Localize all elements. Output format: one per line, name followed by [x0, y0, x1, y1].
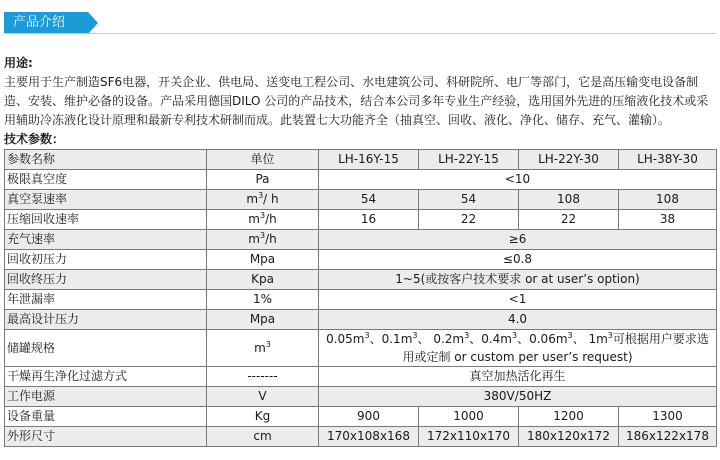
param-value: 172x110x170 — [419, 427, 519, 447]
section-title: 产品介绍 — [13, 15, 66, 30]
param-value: <10 — [319, 170, 717, 190]
param-unit: $m^3/$ h — [207, 190, 319, 210]
param-value: 1300 — [619, 407, 717, 427]
param-value: ≥6 — [319, 230, 717, 250]
param-value: 180x120x172 — [519, 427, 619, 447]
param-unit: Kg — [207, 407, 319, 427]
table-row — [5, 407, 717, 427]
param-unit: Mpa — [207, 310, 319, 330]
param-name: 回收终压力 — [5, 270, 207, 290]
table-row — [5, 290, 717, 310]
spec-table — [4, 149, 717, 447]
table-row — [5, 190, 717, 210]
param-name: 真空泵速率 — [5, 190, 207, 210]
param-value: ≤0.8 — [319, 250, 717, 270]
table-row — [5, 387, 717, 407]
param-value: <1 — [319, 290, 717, 310]
param-name: 工作电源 — [5, 387, 207, 407]
param-name: 最高设计压力 — [5, 310, 207, 330]
header-divider — [4, 33, 716, 34]
param-unit: cm — [207, 427, 319, 447]
param-value: 1~5(或按客户技术要求 or at user’s option) — [319, 270, 717, 290]
param-value: 108 — [519, 190, 619, 210]
param-name: 设备重量 — [5, 407, 207, 427]
param-value: 1000 — [419, 407, 519, 427]
tab-arrow-icon — [88, 12, 98, 34]
param-unit: Kpa — [207, 270, 319, 290]
param-value: 16 — [319, 210, 419, 230]
param-value: 真空加热活化再生 — [319, 367, 717, 387]
column-header: LH-38Y-30 — [619, 150, 717, 170]
table-row — [5, 270, 717, 290]
table-row — [5, 427, 717, 447]
table-row — [5, 330, 717, 367]
param-value: 22 — [419, 210, 519, 230]
param-unit: $m^3/h$ — [207, 230, 319, 250]
param-value: 54 — [319, 190, 419, 210]
usage-label: 用途: — [4, 56, 33, 70]
param-unit: $m^3$ — [207, 330, 319, 367]
column-header: 单位 — [207, 150, 319, 170]
table-row — [5, 367, 717, 387]
param-name: 充气速率 — [5, 230, 207, 250]
param-unit: $m^3/h$ — [207, 210, 319, 230]
param-value: 4.0 — [319, 310, 717, 330]
table-row — [5, 230, 717, 250]
table-row — [5, 210, 717, 230]
param-value: 54 — [419, 190, 519, 210]
param-unit: Pa — [207, 170, 319, 190]
param-unit: Mpa — [207, 250, 319, 270]
param-name: 干燥再生净化过滤方式 — [5, 367, 207, 387]
params-label: 技术参数： — [4, 132, 65, 146]
param-name: 极限真空度 — [5, 170, 207, 190]
param-value: 38 — [619, 210, 717, 230]
table-row — [5, 310, 717, 330]
param-value: 186x122x178 — [619, 427, 717, 447]
table-row — [5, 170, 717, 190]
table-row — [5, 250, 717, 270]
column-header: LH-16Y-15 — [319, 150, 419, 170]
param-value: 170x108x168 — [319, 427, 419, 447]
column-header: LH-22Y-15 — [419, 150, 519, 170]
storage-spec: $0.05m^3$、$0.1m^3$、 $0.2m^3$、$0.4m^3$、$0.06m^3$、 $1m^3$可根据用户要求选用或定制 or custom per user’s request) — [319, 330, 717, 367]
section-header — [0, 0, 720, 34]
param-name: 年泄漏率 — [5, 290, 207, 310]
param-unit: ------- — [207, 367, 319, 387]
param-unit: 1% — [207, 290, 319, 310]
table-header-row — [5, 150, 717, 170]
param-name: 储罐规格 — [5, 330, 207, 367]
param-value: 1200 — [519, 407, 619, 427]
usage-text: 主要用于生产制造SF6电器，开关企业、供电局、送变电工程公司、水电建筑公司、科研院所、电厂等部门，它是高压输变电设备制造、安装、维护必备的设备。产品采用德国DILO 公司的产品技术，结合本公司多年专业生产经验，选用国外先进的压缩液化技术或采用辅助冷冻液化设计原理和最新专利技术研制而成。此装置七大功能齐全（抽真空、回收、液化、净化、储存、充气、灌输）。 — [4, 75, 709, 127]
column-header: 参数名称 — [5, 150, 207, 170]
section-title-tab — [4, 12, 88, 34]
param-value: 380V/50HZ — [319, 387, 717, 407]
param-name: 压缩回收速率 — [5, 210, 207, 230]
param-value: 22 — [519, 210, 619, 230]
param-value: 108 — [619, 190, 717, 210]
param-name: 外形尺寸 — [5, 427, 207, 447]
param-value: 900 — [319, 407, 419, 427]
param-name: 回收初压力 — [5, 250, 207, 270]
usage-section — [4, 54, 716, 130]
param-unit: V — [207, 387, 319, 407]
column-header: LH-22Y-30 — [519, 150, 619, 170]
